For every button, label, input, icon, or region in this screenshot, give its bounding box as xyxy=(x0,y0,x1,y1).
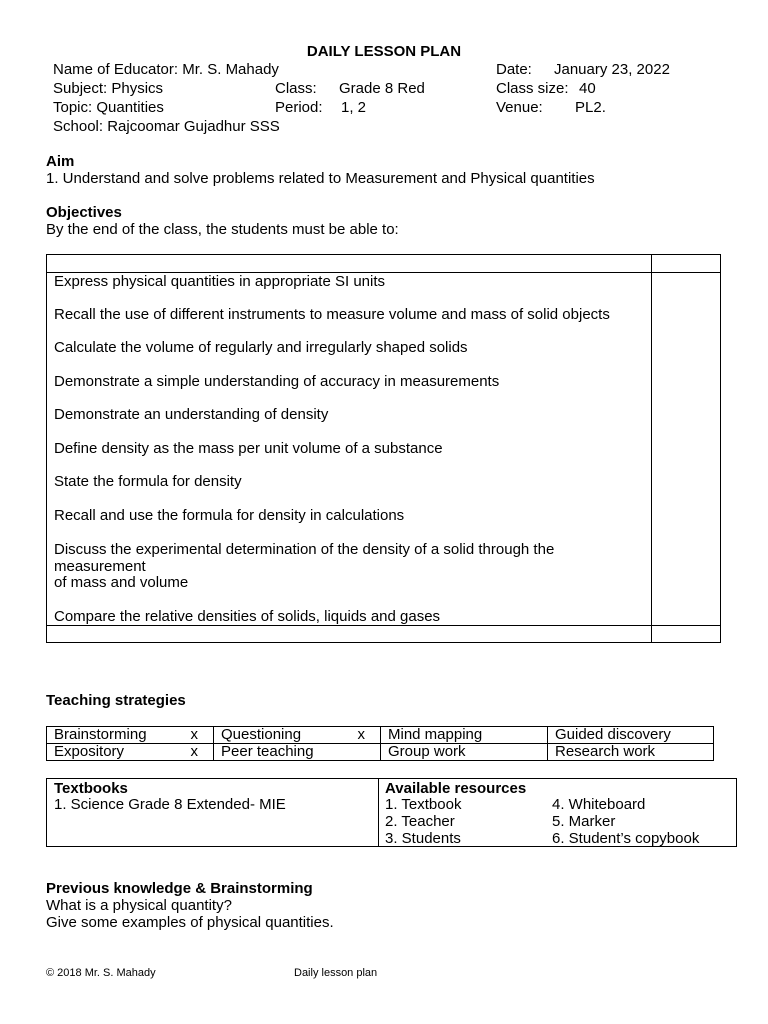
objective-item: Discuss the experimental determination of the density of a solid through the measurement xyxy=(54,541,555,575)
objective-item: Calculate the volume of regularly and irregularly shaped solids xyxy=(54,339,468,356)
school: School: Rajcoomar Gujadhur SSS xyxy=(53,118,280,135)
strategies-heading: Teaching strategies xyxy=(46,692,186,709)
strategy-label: Group work xyxy=(388,743,466,760)
strategy-label: Questioning xyxy=(221,726,302,743)
class-size-value: 40 xyxy=(579,80,596,97)
period-label: Period: xyxy=(275,99,323,116)
strategy-cell xyxy=(548,744,714,761)
table-divider xyxy=(651,255,652,642)
objective-item: Recall and use the formula for density in calculations xyxy=(54,507,405,524)
question-item: Give some examples of physical quantities. xyxy=(46,914,334,931)
textbooks-heading: Textbooks xyxy=(54,780,128,797)
strategy-cell xyxy=(214,744,381,761)
table-row xyxy=(47,727,714,744)
strategy-cell xyxy=(47,727,214,744)
strategy-cell xyxy=(381,744,548,761)
strategy-label: Mind mapping xyxy=(388,726,483,743)
resource-item: 5. Marker xyxy=(552,813,616,830)
resource-item: 3. Students xyxy=(385,830,461,847)
objective-item: Define density as the mass per unit volume of a substance xyxy=(54,440,443,457)
previous-knowledge-heading: Previous knowledge & Brainstorming xyxy=(46,880,313,897)
objective-item: Demonstrate a simple understanding of accuracy in measurements xyxy=(54,373,500,390)
resource-item: 4. Whiteboard xyxy=(552,796,646,813)
strategy-label: Expository xyxy=(54,743,125,760)
table-row xyxy=(47,744,714,761)
objectives-heading: Objectives xyxy=(46,204,122,221)
educator-name: Name of Educator: Mr. S. Mahady xyxy=(53,61,279,78)
strategy-mark: x xyxy=(357,726,365,743)
subject: Subject: Physics xyxy=(53,80,164,97)
aim-heading: Aim xyxy=(46,153,75,170)
class-value: Grade 8 Red xyxy=(339,80,425,97)
objective-item: Demonstrate an understanding of density xyxy=(54,406,329,423)
strategy-label: Research work xyxy=(555,743,656,760)
resource-item: 6. Student’s copybook xyxy=(552,830,700,847)
class-size-label: Class size: xyxy=(496,80,569,97)
strategy-label: Brainstorming xyxy=(54,726,147,743)
objective-item: Express physical quantities in appropriate SI units xyxy=(54,273,386,290)
objective-item: State the formula for density xyxy=(54,473,242,490)
table-divider xyxy=(47,625,720,626)
strategy-label: Peer teaching xyxy=(221,743,314,760)
available-resources-heading: Available resources xyxy=(385,780,527,797)
strategy-cell xyxy=(214,727,381,744)
objective-item: Compare the relative densities of solids, liquids and gases xyxy=(54,608,441,625)
strategy-cell xyxy=(381,727,548,744)
objectives-intro: By the end of the class, the students must be able to: xyxy=(46,221,399,238)
date-label: Date: xyxy=(496,61,532,78)
venue-label: Venue: xyxy=(496,99,543,116)
strategy-mark: x xyxy=(190,726,198,743)
page-title: DAILY LESSON PLAN xyxy=(306,43,462,60)
table-divider xyxy=(378,779,379,846)
strategy-cell xyxy=(47,744,214,761)
objective-item: Recall the use of different instruments to measure volume and mass of solid objects xyxy=(54,306,610,323)
period-value: 1, 2 xyxy=(341,99,367,116)
objective-item: of mass and volume xyxy=(54,574,189,591)
footer-doc-name: Daily lesson plan xyxy=(294,967,378,979)
venue-value: PL2. xyxy=(575,99,606,116)
strategies-table xyxy=(46,726,714,761)
resources-table xyxy=(46,778,737,847)
class-label: Class: xyxy=(275,80,317,97)
strategy-cell xyxy=(548,727,714,744)
resource-item: 2. Teacher xyxy=(385,813,455,830)
topic: Topic: Quantities xyxy=(53,99,164,116)
footer-copyright: © 2018 Mr. S. Mahady xyxy=(46,967,156,979)
date-value: January 23, 2022 xyxy=(554,61,670,78)
strategy-mark: x xyxy=(190,743,198,760)
resource-item: 1. Textbook xyxy=(385,796,462,813)
objectives-table xyxy=(46,254,721,643)
question-item: What is a physical quantity? xyxy=(46,897,232,914)
aim-text: 1. Understand and solve problems related to Measurement and Physical quantities xyxy=(46,170,595,187)
textbook-item: 1. Science Grade 8 Extended- MIE xyxy=(54,796,286,813)
strategy-label: Guided discovery xyxy=(555,726,671,743)
